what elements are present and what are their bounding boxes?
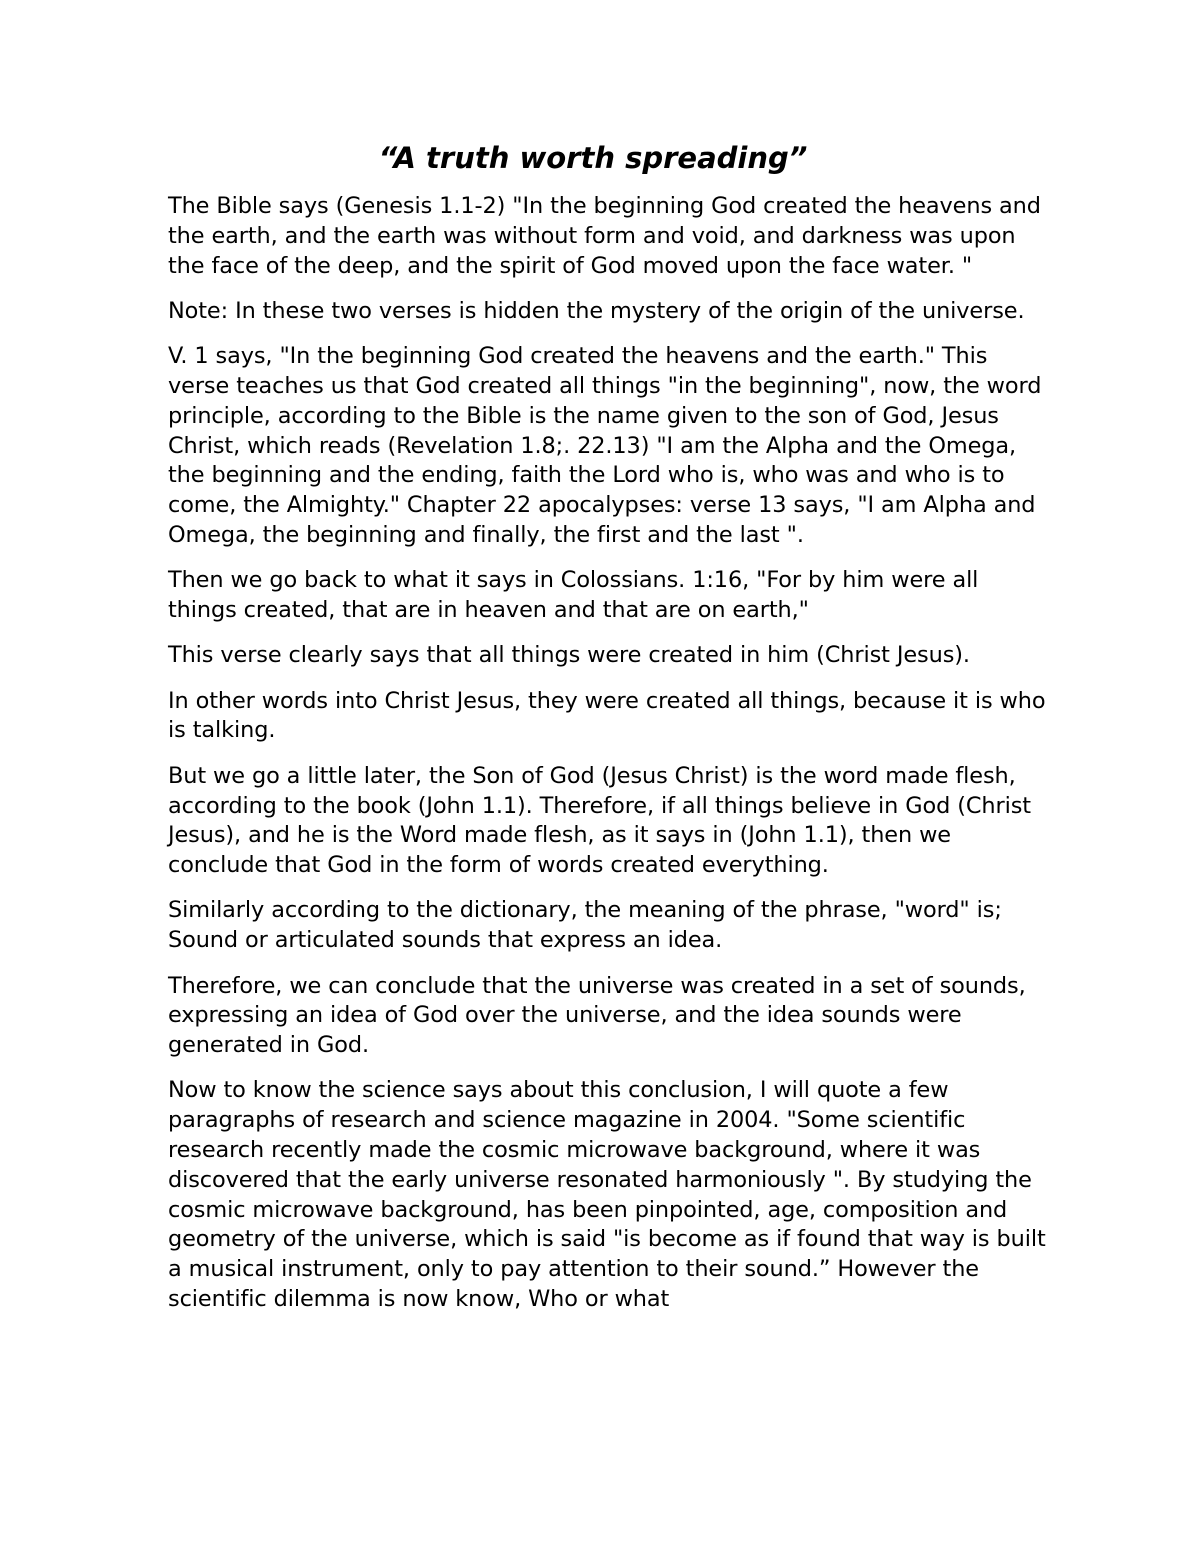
paragraph-word-made-flesh: But we go a little later, the Son of God (Jesus Christ) is the word made flesh, according to the book (John 1.1). Therefore, if all things believe in God (Christ Jesus), and he is the Word made flesh, as it says in (John 1.1), then we conclude that God in the form of words created everything. xyxy=(168,762,1031,879)
paragraph-other-words: In other words into Christ Jesus, they were created all things, because it is who is talking. xyxy=(168,687,1046,744)
document-title: “A truth worth spreading” xyxy=(378,141,808,175)
paragraph-dictionary: Similarly according to the dictionary, the meaning of the phrase, "word" is; Sound or articulated sounds that express an idea. xyxy=(168,897,1002,954)
paragraph-conclusion: Therefore, we can conclude that the universe was created in a set of sounds, expressing an idea of God over the universe, and the idea sounds were generated in God. xyxy=(168,972,1026,1059)
paragraph-colossians: Then we go back to what it says in Colossians. 1:16, "For by him were all things created, that are in heaven and that are on earth," xyxy=(168,567,979,624)
paragraph-science: Now to know the science says about this conclusion, I will quote a few paragraphs of research and science magazine in 2004. "Some scientific research recently made the cosmic microwave background, where it was discovered that the early universe resonated harmoniously ". By studying the cosmic microwave background, has been pinpointed, age, composition and geometry of the universe, which is said "is become as if found that way is built a musical instrument, only to pay attention to their sound.” However the scientific dilemma is now know, Who or what xyxy=(168,1077,1046,1312)
paragraph-genesis: The Bible says (Genesis 1.1-2) "In the beginning God created the heavens and the earth, and the earth was without form and void, and darkness was upon the face of the deep, and the spirit of God moved upon the face water. " xyxy=(168,193,1041,279)
paragraph-verse-clearly: This verse clearly says that all things were created in him (Christ Jesus). xyxy=(168,642,970,669)
document-body xyxy=(168,138,1048,1330)
paragraph-verse-one: V. 1 says, "In the beginning God created the heavens and the earth." This verse teaches us that God created all things "in the beginning", now, the word principle, according to the Bible is the name given to the son of God, Jesus Christ, which reads (Revelation 1.8;. 22.13) "I am the Alpha and the Omega, the beginning and the ending, faith the Lord who is, who was and who is to come, the Almighty." Chapter 22 apocalypses: verse 13 says, "I am Alpha and Omega, the beginning and finally, the first and the last ". xyxy=(168,343,1042,548)
paragraph-note: Note: In these two verses is hidden the mystery of the origin of the universe. xyxy=(168,297,1025,324)
